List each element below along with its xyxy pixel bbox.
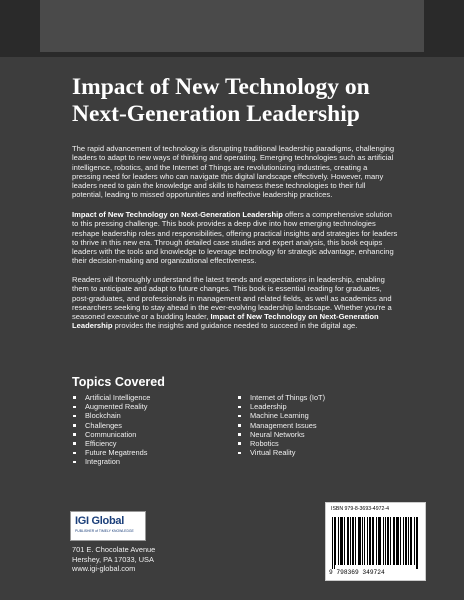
barcode-bar [403,517,404,565]
topic-item: Leadership [237,402,325,411]
barcode-bar [396,517,397,565]
barcode-bar [332,517,333,569]
barcode-bar [358,517,359,565]
barcode-bar [362,517,363,565]
paragraph-2-text: offers a comprehensive solution to this pressing challenge. This book provides a deep dive into how emerging technologies reshape leadership roles and responsibilities, offering practical insights and strategies for leaders to thrive in this new era. Through detailed case studies and expert analysis, this book equips leaders with the tools and knowledge to leverage technology for strategic advantage, enhancing their decision-making and organizational effectiveness. [72,210,398,266]
address-line: 701 E. Chocolate Avenue [72,545,156,554]
address-line: Hershey, PA 17033, USA [72,554,154,564]
barcode-bar [408,517,409,565]
barcode-bar [379,517,380,565]
book-title-inline: Impact of New Technology on Next-Generation Leadership [72,210,283,219]
isbn-digits: 9 798369 349724 [329,569,385,576]
barcode-bar [353,517,354,565]
barcode-bar [411,517,412,565]
barcode-icon [330,517,421,569]
barcode-bar [398,517,399,565]
barcode-bar [355,517,356,565]
barcode-bar [400,517,401,565]
barcode-bar [378,517,379,565]
barcode-bar [385,517,386,565]
book-title-inline: Impact of New Technology on Next-Generation Leadership [72,312,379,331]
topic-item: Neural Networks [237,430,325,439]
publisher-logo-tagline: PUBLISHER of TIMELY KNOWLEDGE [75,529,134,533]
barcode-bar [335,517,336,565]
barcode-bar [417,517,418,569]
barcode-bar [388,517,389,565]
barcode-bar [350,517,351,565]
barcode-bar [347,517,348,565]
topic-item: Artificial Intelligence [72,393,150,402]
topic-item: Blockchain [72,411,150,420]
barcode-bar [342,517,343,565]
topic-item: Machine Learning [237,411,325,420]
barcode-bar [344,517,345,565]
barcode-bar [334,517,335,569]
barcode-bar [405,517,406,565]
barcode-bar [383,517,384,565]
topic-item: Management Issues [237,421,325,430]
barcode-bar [376,517,377,565]
publisher-address [72,545,155,574]
topic-item: Communication [72,430,150,439]
barcode-bar [410,517,411,565]
topic-item: Internet of Things (IoT) [237,393,325,402]
barcode-bar [380,517,381,565]
publisher-logo-name: IGI Global [75,515,124,527]
topic-item: Challenges [72,421,150,430]
topic-item: Integration [72,457,150,466]
topics-list-left [72,393,150,467]
topic-item: Efficiency [72,439,150,448]
barcode-bar [370,517,371,565]
description-paragraph-3 [72,275,398,331]
barcode-bar [394,517,395,565]
book-title: Impact of New Technology on Next-Generation Leadership [72,74,370,127]
barcode-bar [393,517,394,565]
top-band [0,0,464,57]
isbn-label: ISBN 979-8-3693-4972-4 [331,506,389,512]
barcode-bar [406,517,407,565]
barcode-bar [387,517,388,565]
topic-item: Augmented Reality [72,402,150,411]
paragraph-3-start: Readers will thoroughly understand the latest trends and expectations in leadership, enabling them to anticipate and adapt to future changes. This book is essential reading for graduates, post-graduates, and professionals in management and related fields, as well as academics and researchers seeking to stay ahead in the ever-evolving leadership landscape. Whether you're a seasoned executive or a budding leader, [72,275,392,322]
barcode-bar [340,517,341,565]
barcode-bar [359,517,360,565]
topics-heading: Topics Covered [72,375,165,389]
barcode-bar [352,517,353,565]
barcode-bar [373,517,374,565]
barcode-bar [414,517,415,565]
barcode-bar [364,517,365,565]
barcode-bar [397,517,398,565]
description-paragraph-2 [72,210,398,266]
barcode-bar [348,517,349,565]
barcode-bar [367,517,368,565]
barcode-bar [369,517,370,565]
topics-list-right [237,393,325,457]
barcode-bar [341,517,342,565]
description-paragraph-1: The rapid advancement of technology is disrupting traditional leadership paradigms, challenging leaders to adapt to new ways of thinking and operating. Emerging technologies such as artificial intelligence, robotics, and the Internet of Things are revolutionizing industries, creating a pressing need for leaders who can navigate this digital landscape effectively. However, many leaders need to gain the knowledge and skills to harness these technologies to their full potential, leading to missed opportunities and ineffective leadership practices. [72,144,395,200]
barcode-bar [338,517,339,565]
topic-item: Robotics [237,439,325,448]
top-band-inset [40,0,424,52]
barcode-bar [416,517,417,569]
barcode-bar [390,517,391,565]
topic-item: Virtual Reality [237,448,325,457]
barcode-bar [360,517,361,565]
publisher-logo [70,511,146,541]
publisher-website-link[interactable]: www.igi-global.com [72,564,136,574]
isbn-barcode-box [325,502,426,581]
barcode-bar [372,517,373,565]
topic-item: Future Megatrends [72,448,150,457]
paragraph-3-end: provides the insights and guidance needed to succeed in the digital age. [112,321,358,331]
